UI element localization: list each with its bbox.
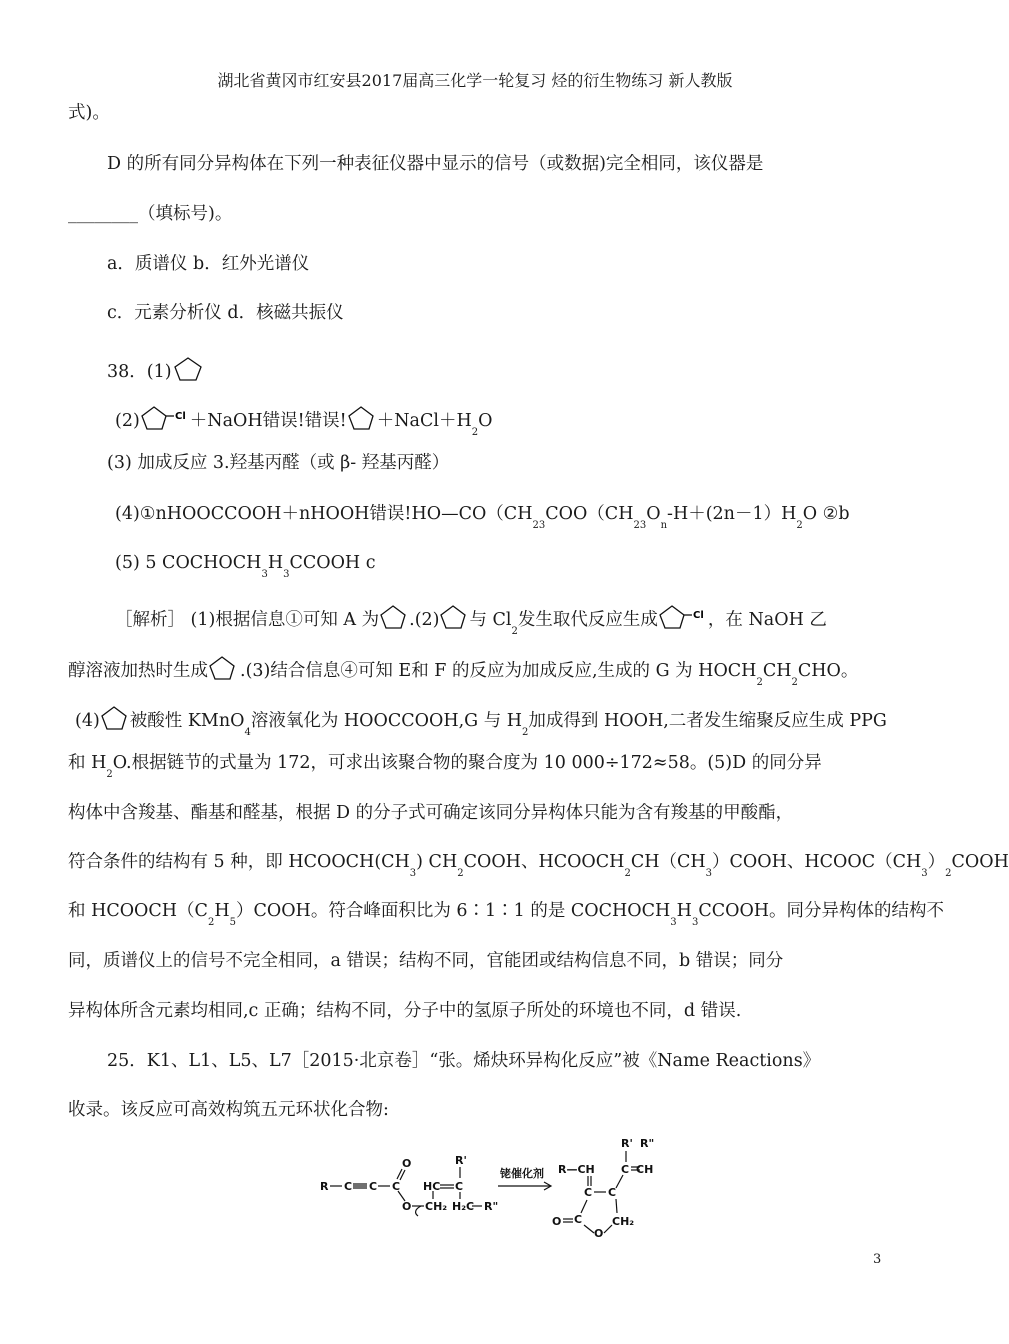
analysis-text: CH <box>762 661 792 681</box>
subscript: 2 <box>522 727 529 738</box>
analysis-text: H <box>676 901 692 921</box>
analysis-text: O.根据链节的式量为 172，可求出该聚合物的聚合度为 10 000÷172≈58。(5)D 的同分异 <box>112 753 822 773</box>
analysis-text: 加成得到 HOOH,二者发生缩聚反应生成 PPG <box>528 711 887 731</box>
analysis-line-9: 异构体所含元素均相同,c 正确；结构不同，分子中的氢原子所处的环境也不同，d 错误. <box>68 1001 742 1021</box>
subscript: 2 <box>532 520 539 531</box>
catalyst-label: 铑催化剂 <box>500 1167 544 1180</box>
answer-38-2 <box>115 405 493 438</box>
answer-38-4 <box>115 502 850 531</box>
cyclopentane-icon <box>439 604 469 630</box>
question-25-intro: 收录。该反应可高效构筑五元环状化合物: <box>68 1100 389 1120</box>
reaction-text: CCOOH c <box>289 553 376 573</box>
reaction-scheme <box>318 1133 655 1240</box>
analysis-text: .(2) <box>409 610 440 630</box>
analysis-text: ，在 NaOH 乙 <box>707 610 827 630</box>
reaction-text: H <box>267 553 284 573</box>
analysis-line-2 <box>68 655 859 688</box>
scheme-label: CH₂ <box>612 1215 635 1228</box>
cyclopentene-icon <box>100 705 130 731</box>
analysis-text: 被酸性 KMnO <box>129 711 245 731</box>
subscript: 5 <box>229 917 236 928</box>
scheme-label: C <box>455 1180 464 1193</box>
scheme-label: C <box>574 1213 583 1226</box>
subscript: 2 <box>796 520 803 531</box>
analysis-text: 和 H <box>68 753 107 773</box>
analysis-text: ） <box>927 852 946 872</box>
scheme-label: C <box>584 1186 593 1199</box>
analysis-text: H <box>214 901 230 921</box>
analysis-line-4 <box>68 751 822 780</box>
question-d-isomers: D 的所有同分异构体在下列一种表征仪器中显示的信号（或数据)完全相同，该仪器是 <box>107 154 764 174</box>
subscript: 2 <box>633 520 640 531</box>
subscript: 4 <box>244 727 251 738</box>
analysis-text: COOH、HCOOCH <box>463 852 625 872</box>
scheme-label: HC <box>423 1180 441 1193</box>
subscript: 3 <box>409 868 417 879</box>
scheme-label: R' <box>455 1154 467 1167</box>
option-line-ab: a．质谱仪 b．红外光谱仪 <box>107 254 310 274</box>
analysis-text: 与 Cl <box>469 610 512 630</box>
reaction-text: (5) 5 COCHOCH <box>115 553 262 573</box>
analysis-text: CHO。 <box>797 661 859 681</box>
answer-label: 38．(1) <box>107 362 172 382</box>
analysis-text: ［解析］ (1)根据信息①可知 A 为 <box>115 610 380 630</box>
scheme-label: R' <box>621 1137 633 1150</box>
analysis-line-7 <box>68 899 945 928</box>
question-25-title: 25．K1、L1、L5、L7［2015·北京卷］“张。烯炔环异构化反应”被《Name Reactions》 <box>107 1051 821 1071</box>
reaction-text: O <box>646 504 661 524</box>
analysis-text: COOH <box>951 852 1009 872</box>
analysis-text: 和 HCOOCH（C <box>68 901 208 921</box>
subscript: 2 <box>511 626 518 637</box>
scheme-label: O <box>402 1200 412 1213</box>
subscript: 2 <box>756 677 763 688</box>
analysis-text: ) CH <box>416 852 458 872</box>
analysis-line-6 <box>68 850 1009 879</box>
analysis-line-8: 同，质谱仪上的信号不完全相同，a 错误；结构不同，官能团或结构信息不同，b 错误；同分 <box>68 951 784 971</box>
document-header: 湖北省黄冈市红安县2017届高三化学一轮复习 烃的衍生物练习 新人教版 <box>217 71 733 90</box>
scheme-label: C <box>608 1186 617 1199</box>
subscript: 2 <box>791 677 798 688</box>
analysis-text: CCOOH。同分异构体的结构不 <box>698 901 945 921</box>
reaction-text: ＋NaOH错误!错误! <box>189 411 347 431</box>
scheme-label: C <box>621 1163 630 1176</box>
reaction-text: -H＋(2n－1）H <box>667 504 797 524</box>
text-line: 式)。 <box>68 103 110 123</box>
scheme-label: R—CH <box>558 1163 595 1176</box>
subscript: 2 <box>624 868 631 879</box>
analysis-text: ）COOH。符合峰面积比为 6∶1∶1 的是 COCHOCH <box>235 901 671 921</box>
subscript: 3 <box>705 868 712 879</box>
scheme-label: R" <box>484 1200 499 1213</box>
scheme-label: C <box>392 1180 401 1193</box>
analysis-text: 溶液氧化为 HOOCCOOH,G 与 H <box>250 711 523 731</box>
reaction-text: COO（CH <box>545 504 634 524</box>
subscript: 2 <box>106 769 113 780</box>
scheme-label: O <box>552 1215 562 1228</box>
subscript: 3 <box>538 520 546 531</box>
chlorocyclopentane-icon <box>140 405 190 431</box>
reaction-text: ＋NaCl＋H <box>376 411 472 431</box>
analysis-text: 发生取代反应生成 <box>517 610 658 630</box>
analysis-text: 醇溶液加热时生成 <box>68 661 208 681</box>
chlorine-label: Cl <box>692 610 704 621</box>
subscript: 3 <box>691 917 699 928</box>
answer-38-1 <box>107 356 204 384</box>
analysis-text: CH（CH <box>630 852 706 872</box>
reaction-text: (4)①nHOOCCOOH＋nHOOH错误!HO—CO（CH <box>115 504 533 524</box>
cyclopentene-icon <box>208 655 240 681</box>
scheme-label: R" <box>640 1137 655 1150</box>
subscript: 3 <box>283 569 290 580</box>
subscript: 2 <box>471 427 479 438</box>
answer-blank: ________（填标号)。 <box>68 204 233 224</box>
analysis-text: (4) <box>75 711 100 731</box>
subscript: 3 <box>670 917 677 928</box>
analysis-line-5: 构体中含羧基、酯基和醛基，根据 D 的分子式可确定该同分异构体只能为含有羧基的甲酸酯， <box>68 803 794 823</box>
analysis-text: ）COOH、HCOOC（CH <box>712 852 922 872</box>
analysis-text: .(3)结合信息④可知 E和 F 的反应为加成反应,生成的 G 为 HOCH <box>240 661 757 681</box>
subscript: 3 <box>921 868 928 879</box>
page-number: 3 <box>873 1252 882 1267</box>
chlorine-label: Cl <box>174 411 186 422</box>
analysis-line-1 <box>115 604 827 637</box>
chlorocyclopentane-icon <box>658 604 708 630</box>
scheme-label: R <box>320 1180 329 1193</box>
cyclopentene-icon <box>172 356 204 382</box>
reaction-text: O ②b <box>802 504 850 524</box>
cyclopentene-icon <box>347 405 377 431</box>
scheme-label: CH <box>636 1163 654 1176</box>
subscript: n <box>660 520 668 531</box>
subscript: 3 <box>261 569 268 580</box>
analysis-text: 符合条件的结构有 5 种，即 HCOOCH(CH <box>68 852 410 872</box>
subscript: 2 <box>945 868 952 879</box>
reaction-text: O <box>478 411 493 431</box>
scheme-label: O <box>594 1227 604 1240</box>
cyclopentene-icon <box>379 604 409 630</box>
subscript: 2 <box>457 868 464 879</box>
scheme-label: CH₂ <box>425 1200 448 1213</box>
scheme-label: O <box>402 1157 412 1170</box>
analysis-line-3 <box>75 705 887 738</box>
scheme-label: C <box>369 1180 378 1193</box>
scheme-label: H₂C <box>452 1200 475 1213</box>
answer-label: (2) <box>115 411 140 431</box>
subscript: 3 <box>639 520 647 531</box>
answer-38-5 <box>115 551 376 580</box>
answer-38-3: (3) 加成反应 3.羟基丙醛（或 β- 羟基丙醛） <box>107 453 450 473</box>
option-line-cd: c．元素分析仪 d．核磁共振仪 <box>107 303 344 323</box>
subscript: 2 <box>207 917 215 928</box>
scheme-label: C <box>344 1180 353 1193</box>
